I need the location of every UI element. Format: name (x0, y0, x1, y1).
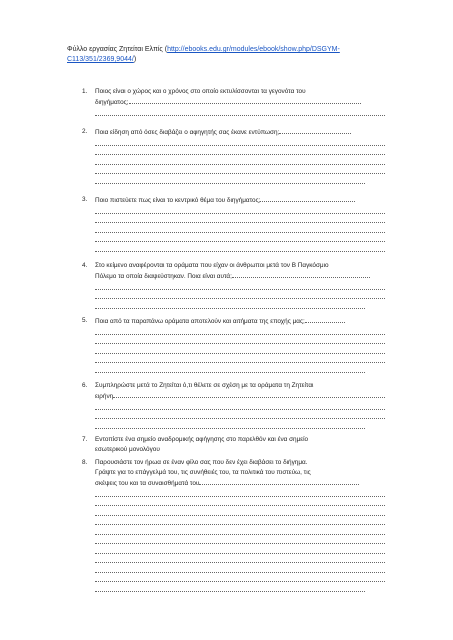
answer-line[interactable] (95, 157, 385, 167)
question-text-line: διηγήματος; (95, 99, 129, 106)
question-number: 5. (82, 317, 88, 324)
answer-line[interactable] (95, 292, 385, 302)
answer-line[interactable] (95, 537, 385, 547)
answer-line[interactable] (95, 412, 385, 422)
answer-line[interactable] (95, 216, 385, 226)
question-text-line: Ποια από τα παραπάνω οράματα αποτελούν και αιτήματα της εποχής μας; (95, 318, 305, 325)
answer-line[interactable] (260, 195, 355, 202)
answer-line[interactable] (95, 421, 365, 431)
question-number: 3. (82, 196, 88, 203)
answer-line[interactable] (95, 225, 385, 235)
question-number: 4. (82, 262, 88, 269)
answer-line[interactable] (95, 356, 385, 366)
answer-line[interactable] (95, 489, 385, 499)
answer-line[interactable] (95, 546, 385, 556)
question-text-line: Συμπληρώστε μετά το Ζητείται ό,τι θέλετε σε σχέση με τα οράματα τη Ζητείται (95, 382, 314, 389)
answer-line[interactable] (95, 337, 385, 347)
answer-line[interactable] (95, 556, 385, 566)
question-text-line: Πόλεμο τα οποία διαψεύστηκαν. Ποια είναι αυτά; (95, 273, 232, 280)
answer-line[interactable] (95, 327, 385, 337)
header-title: Φύλλο εργασίας Ζητείται Ελπίς ( (67, 46, 168, 53)
question-number: 8. (82, 459, 88, 466)
question-number: 1. (82, 88, 88, 95)
answer-line[interactable] (95, 138, 385, 148)
answer-line[interactable] (113, 391, 385, 398)
answer-line[interactable] (199, 478, 359, 485)
answer-line[interactable] (95, 235, 385, 245)
question-text-line: Παρουσιάστε τον ήρωα σε έναν φίλο σας που δεν έχει διαβάσει το διήγημα. (95, 459, 308, 466)
question-number: 7. (82, 436, 88, 443)
answer-line[interactable] (95, 402, 385, 412)
answer-line[interactable] (95, 282, 385, 292)
question-text-line: Ποια είδηση από όσες διαβάζει ο αφηγητής σας έκανε εντύπωση; (95, 129, 280, 136)
answer-line[interactable] (95, 301, 365, 311)
answer-line[interactable] (95, 148, 385, 158)
header-suffix: ) (133, 56, 137, 63)
answer-line[interactable] (279, 127, 351, 134)
answer-line[interactable] (95, 518, 385, 528)
answer-line[interactable] (95, 167, 385, 177)
answer-line[interactable] (95, 176, 365, 186)
question-text-line: Γράψτε για το επάγγελμά του, τις συνήθειές του, τα πολιτικά του πιστεύω, τις (95, 469, 311, 476)
answer-line[interactable] (95, 508, 385, 518)
question-text-line: σκέψεις του και τα συναισθήματά του (95, 480, 200, 487)
question-text-line: Ποιος είναι ο χώρος και ο χρόνος στο οποίο εκτυλίσσονται τα γεγονότα του (95, 88, 306, 95)
answer-line[interactable] (95, 499, 385, 509)
answer-line[interactable] (95, 527, 385, 537)
worksheet-header (67, 45, 397, 65)
answer-line[interactable] (95, 584, 365, 594)
answer-line[interactable] (95, 108, 385, 118)
answer-line[interactable] (232, 271, 370, 278)
question-text-line: εσωτερικού μονολόγου (95, 446, 160, 453)
answer-line[interactable] (95, 575, 385, 585)
answer-line[interactable] (305, 316, 345, 323)
answer-line[interactable] (95, 244, 385, 254)
question-number: 6. (82, 382, 88, 389)
answer-line[interactable] (95, 346, 385, 356)
answer-line[interactable] (95, 365, 365, 375)
answer-line[interactable] (95, 565, 385, 575)
answer-line[interactable] (129, 97, 361, 104)
question-text-line: ειρήνη (95, 393, 114, 400)
question-text-line: Ποιο πιστεύετε πως είναι το κεντρικό θέμα του διηγήματος; (95, 197, 261, 204)
question-text-line: Εντοπίστε ένα σημείο αναδρομικής αφήγησης στο παρελθόν και ένα σημείο (95, 436, 309, 443)
source-link[interactable]: http://ebooks.edu.gr/modules/ebook/show.php/DSGYM-C113/351/2369,9044/ (67, 46, 340, 63)
question-number: 2. (82, 128, 88, 135)
question-text-line: Στο κείμενο αναφέρονται τα οράματα που είχαν οι άνθρωποι μετά τον Β Παγκόσμιο (95, 262, 329, 269)
answer-line[interactable] (95, 206, 385, 216)
